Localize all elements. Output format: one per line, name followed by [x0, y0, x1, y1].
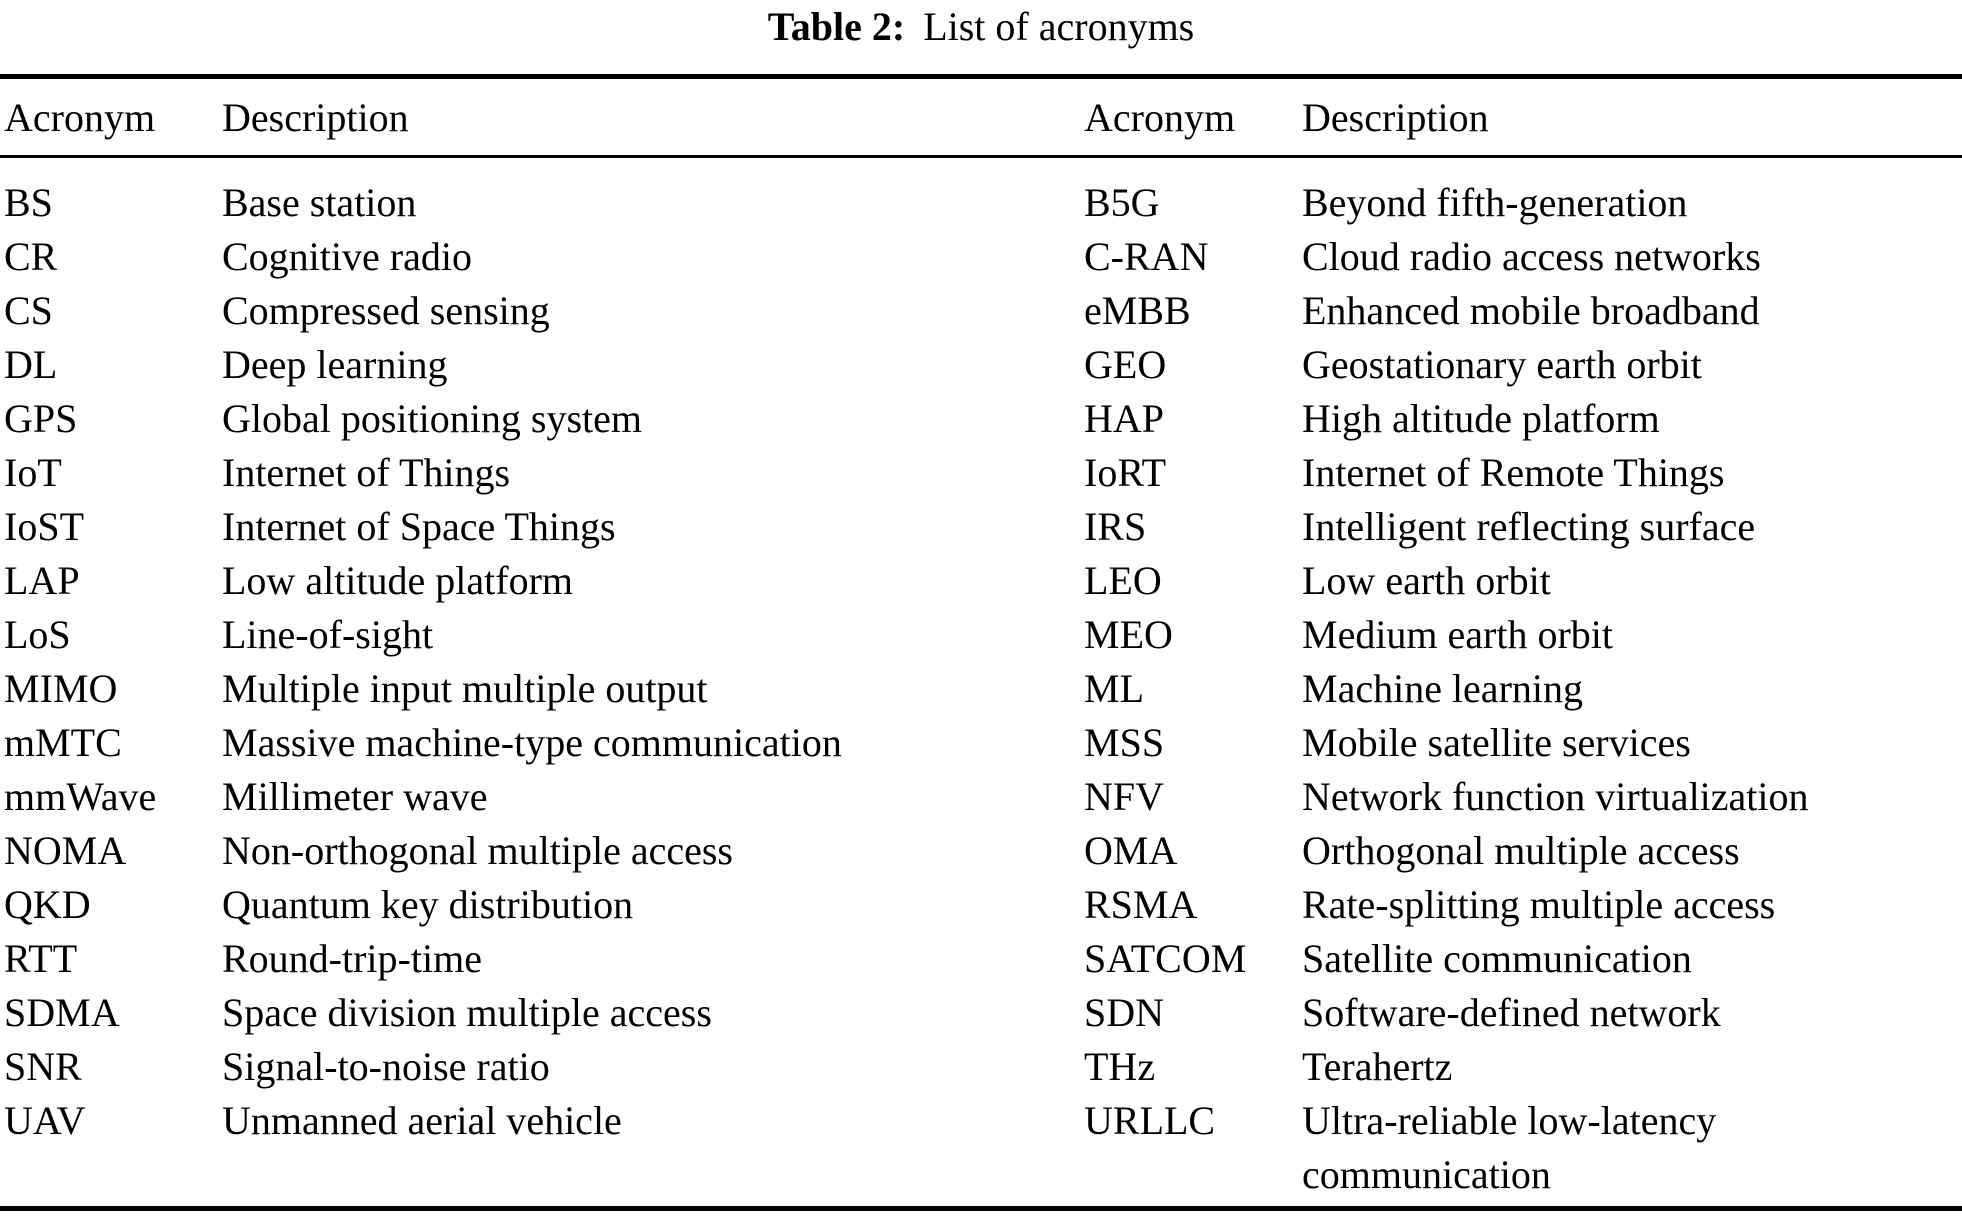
acronym-cell: URLLC [1084, 1098, 1216, 1143]
table-row [1082, 230, 1962, 284]
table-row [1082, 878, 1962, 932]
right-acronym-header: Acronym [1084, 95, 1236, 140]
description-cell: Machine learning [1302, 666, 1583, 711]
description-cell: Millimeter wave [222, 774, 488, 819]
description-cell: High altitude platform [1302, 396, 1660, 441]
description-cell: Deep learning [222, 342, 448, 387]
acronym-cell: MIMO [4, 666, 118, 711]
description-cell: Internet of Things [222, 450, 511, 495]
description-cell: Ultra-reliable low-latency communication [1302, 1098, 1717, 1197]
description-cell: Line-of-sight [222, 612, 434, 657]
acronym-cell: MSS [1084, 720, 1165, 765]
description-cell: Non-orthogonal multiple access [222, 828, 733, 873]
left-acronym-header: Acronym [4, 95, 156, 140]
table-caption-label: Table 2: [767, 4, 906, 49]
description-cell: Low altitude platform [222, 558, 574, 603]
description-cell: Massive machine-type communication [222, 720, 842, 765]
description-cell: Signal-to-noise ratio [222, 1044, 550, 1089]
table-row [0, 770, 1082, 824]
description-cell: Cloud radio access networks [1302, 234, 1761, 279]
table-row [0, 1094, 1082, 1148]
table-row [1082, 554, 1962, 608]
acronym-cell: MEO [1084, 612, 1173, 657]
table-row [0, 932, 1082, 986]
table-row [0, 608, 1082, 662]
table-row [1082, 824, 1962, 878]
table-row [0, 500, 1082, 554]
description-cell: Beyond fifth-generation [1302, 180, 1688, 225]
right-header [1082, 91, 1962, 145]
acronym-cell: NFV [1084, 774, 1165, 819]
acronym-cell: IoRT [1084, 450, 1167, 495]
table-row [0, 1040, 1082, 1094]
table-row [1082, 500, 1962, 554]
table-row [0, 446, 1082, 500]
acronym-cell: IRS [1084, 504, 1147, 549]
table-row [0, 176, 1082, 230]
description-cell: Medium earth orbit [1302, 612, 1614, 657]
table-row [0, 716, 1082, 770]
acronym-cell: SDN [1084, 990, 1165, 1035]
acronym-cell: RTT [4, 936, 78, 981]
description-cell: Quantum key distribution [222, 882, 634, 927]
acronym-cell: QKD [4, 882, 91, 927]
acronym-cell: IoT [4, 450, 62, 495]
acronym-cell: ML [1084, 666, 1144, 711]
table-row [0, 230, 1082, 284]
acronym-cell: C-RAN [1084, 234, 1209, 279]
description-cell: Compressed sensing [222, 288, 550, 333]
description-cell: Software-defined network [1302, 990, 1721, 1035]
acronym-cell: mmWave [4, 774, 157, 819]
description-cell: Orthogonal multiple access [1302, 828, 1740, 873]
table-row [0, 392, 1082, 446]
table-row [0, 284, 1082, 338]
acronym-cell: CS [4, 288, 53, 333]
table-caption-text: List of acronyms [923, 4, 1195, 49]
description-cell: Enhanced mobile broadband [1302, 288, 1760, 333]
table-row [0, 338, 1082, 392]
description-cell: Intelligent reflecting surface [1302, 504, 1756, 549]
table-row [1082, 446, 1962, 500]
description-cell: Cognitive radio [222, 234, 472, 279]
table-body [0, 158, 1962, 1206]
right-description-header: Description [1302, 95, 1489, 140]
description-cell: Rate-splitting multiple access [1302, 882, 1776, 927]
table-row [1082, 770, 1962, 824]
table-caption [0, 0, 1962, 74]
description-cell: Network function virtualization [1302, 774, 1809, 819]
table-row [1082, 284, 1962, 338]
description-cell: Internet of Remote Things [1302, 450, 1725, 495]
acronym-cell: SNR [4, 1044, 82, 1089]
description-cell: Multiple input multiple output [222, 666, 708, 711]
table-row [1082, 932, 1962, 986]
table-row [1082, 176, 1962, 230]
description-cell: Round-trip-time [222, 936, 482, 981]
left-header [0, 91, 1082, 145]
acronym-cell: THz [1084, 1044, 1156, 1089]
table-row [0, 824, 1082, 878]
acronym-cell: NOMA [4, 828, 127, 873]
table-row [1082, 1094, 1962, 1202]
table-row [1082, 662, 1962, 716]
acronym-cell: eMBB [1084, 288, 1191, 333]
left-table-body [0, 176, 1082, 1202]
acronym-cell: SATCOM [1084, 936, 1247, 981]
table-header-row [0, 79, 1962, 155]
table-row [0, 986, 1082, 1040]
description-cell: Mobile satellite services [1302, 720, 1691, 765]
table-row [1082, 986, 1962, 1040]
description-cell: Low earth orbit [1302, 558, 1551, 603]
description-cell: Terahertz [1302, 1044, 1453, 1089]
table-row [0, 554, 1082, 608]
description-cell: Geostationary earth orbit [1302, 342, 1702, 387]
acronym-cell: LAP [4, 558, 80, 603]
table-row [0, 878, 1082, 932]
description-cell: Unmanned aerial vehicle [222, 1098, 622, 1143]
acronym-cell: mMTC [4, 720, 122, 765]
acronym-cell: RSMA [1084, 882, 1198, 927]
table-row [0, 662, 1082, 716]
acronym-cell: CR [4, 234, 58, 279]
description-cell: Space division multiple access [222, 990, 712, 1035]
acronym-cell: HAP [1084, 396, 1165, 441]
acronym-cell: UAV [4, 1098, 86, 1143]
description-cell: Global positioning system [222, 396, 642, 441]
table-row [1082, 608, 1962, 662]
acronym-cell: B5G [1084, 180, 1160, 225]
description-cell: Satellite communication [1302, 936, 1692, 981]
description-cell: Internet of Space Things [222, 504, 616, 549]
table-row [1082, 1040, 1962, 1094]
table-row [1082, 716, 1962, 770]
acronym-cell: OMA [1084, 828, 1178, 873]
acronym-cell: LEO [1084, 558, 1162, 603]
table-row [1082, 338, 1962, 392]
acronym-cell: GEO [1084, 342, 1167, 387]
acronym-cell: IoST [4, 504, 84, 549]
acronym-cell: SDMA [4, 990, 120, 1035]
table-row [1082, 392, 1962, 446]
acronym-cell: GPS [4, 396, 78, 441]
description-cell: Base station [222, 180, 417, 225]
acronym-cell: LoS [4, 612, 71, 657]
right-table-body [1082, 176, 1962, 1202]
left-description-header: Description [222, 95, 409, 140]
bottom-rule [0, 1206, 1962, 1211]
acronym-cell: BS [4, 180, 53, 225]
acronym-cell: DL [4, 342, 58, 387]
